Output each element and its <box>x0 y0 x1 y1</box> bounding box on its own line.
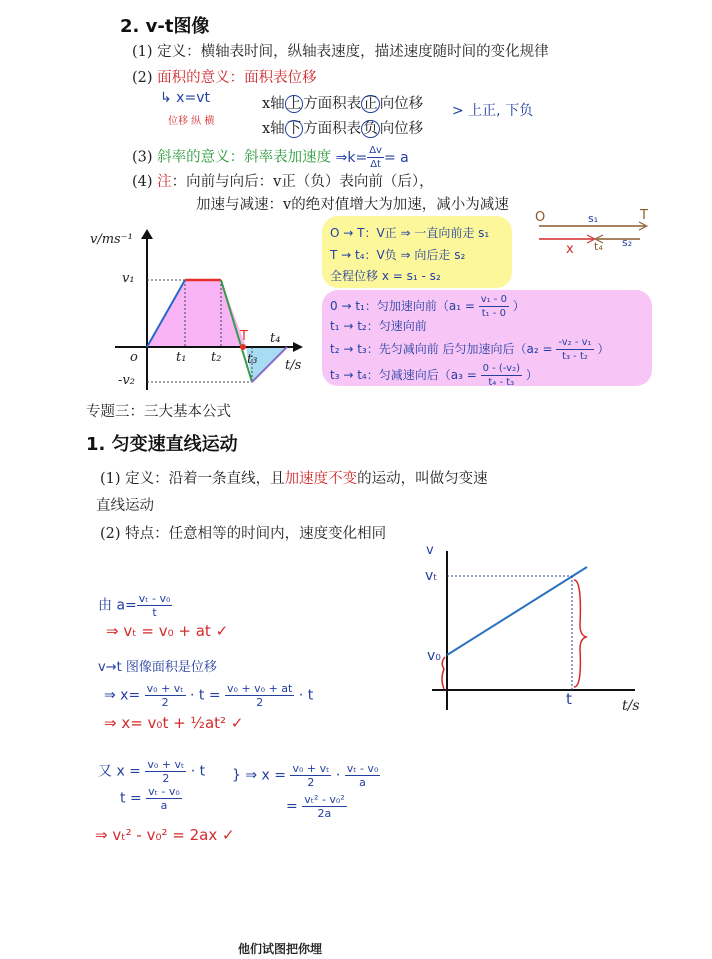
origin-label: o <box>130 350 138 365</box>
formula-line: t = $\frac{\text{vₜ - v₀}}{a}$ <box>120 785 180 812</box>
definition-line-2: 直线运动 <box>96 498 154 514</box>
v-axis-label: v <box>426 543 434 558</box>
note-line-2: 加速与减速：v的绝对值增大为加速，减小为减速 <box>196 197 509 213</box>
area-meaning <box>132 66 317 87</box>
vt-label: vₜ <box>425 568 438 584</box>
note-line: O → T：V正 ⇒ 一直向前走 s₁ <box>330 226 490 240</box>
vt-graph <box>85 225 315 390</box>
definition-line: (1) 定义：沿着一条直线，且加速度不变的运动，叫做匀变速 <box>100 471 488 487</box>
formula-line: v→t 图像面积是位移 <box>98 660 217 675</box>
formula-line: = $\frac{\text{vₜ² - v₀²}}{2a}$ <box>286 793 345 820</box>
formula-line: ⇒ vₜ² - v₀² = 2ax ✓ <box>95 826 235 844</box>
circled-down: 下 <box>286 121 302 137</box>
v0-label: v₀ <box>427 648 441 664</box>
v1-label: v₁ <box>122 271 135 286</box>
note-line: (4) 注：向前与向后：v正（负）表向前（后）， <box>132 174 434 190</box>
note-line: 0 → t₁：匀加速向前（a₁ = $\frac{\text{v₁ - 0}}{\text{t₁ - 0}}$ ） <box>330 294 525 319</box>
t3-label: t₃ <box>247 352 258 367</box>
formula-line: ⇒ vₜ = v₀ + at ✓ <box>106 622 229 640</box>
t4-label: t₄ <box>594 240 603 253</box>
note-line: 全程位移 x = s₁ - s₂ <box>330 269 441 283</box>
slope-label: 斜率的意义：斜率表加速度 <box>157 149 332 166</box>
t-axis-label: t/s <box>622 698 640 714</box>
slope-meaning: (3) 斜率的意义：斜率表加速度 ⇒k= $\frac{\Delta v}{\Delta t}$ = a <box>132 145 409 170</box>
formula-line: ⇒ x= v₀t + ½at² ✓ <box>104 714 244 732</box>
area-above-line: x轴 上 方面积表 正 向位移 <box>262 96 424 112</box>
section-title: 1. 匀变速直线运动 <box>86 434 238 455</box>
section-title: 2. v-t图像 <box>120 16 210 37</box>
T-label: T <box>240 329 248 344</box>
x-label: x <box>566 242 574 257</box>
hand-labels: 位移 纵 横 <box>168 116 215 127</box>
definition-line: (1) 定义：横轴表时间，纵轴表速度，描述速度随时间的变化规律 <box>132 44 549 60</box>
area-summary: > 上正, 下负 <box>452 103 534 119</box>
uniform-accel-graph <box>420 545 655 720</box>
x-axis-label: t/s <box>285 358 302 373</box>
t-label: t <box>566 690 572 708</box>
circled-up: 上 <box>286 96 302 112</box>
area-below-line: x轴 下 方面积表 负 向位移 <box>262 121 424 137</box>
note-line: t₃ → t₄：匀减速向后（a₃ = $\frac{\text{0 - (-v₂)}}{\text{t₄ - t₃}}$ ） <box>330 363 538 388</box>
t1-label: t₁ <box>176 350 187 365</box>
start-label: O <box>535 210 546 225</box>
hand-formula: ↳ x=vt <box>160 90 210 106</box>
area-label: 面积的意义：面积表位移 <box>157 70 317 86</box>
note-line: t₂ → t₃：先匀减向前 后匀加速向后（a₂ = $\frac{\text{-v₂ - v₁}}{\text{t₃ - t₂}}$ ） <box>330 337 610 362</box>
T-point <box>240 344 246 350</box>
topic-heading: 专题三：三大基本公式 <box>86 404 231 420</box>
item-num: (2) <box>132 70 158 86</box>
circled-positive: 正 <box>363 96 378 112</box>
note-line: t₁ → t₂：匀速向前 <box>330 319 427 333</box>
s1-label: s₁ <box>588 212 599 225</box>
formula-line: 又 x = $\frac{\text{v₀ + vₜ}}{2}$ · t <box>98 758 206 785</box>
s2-label: s₂ <box>622 236 633 249</box>
neg-v2-label: -v₂ <box>118 373 135 388</box>
feature-line: (2) 特点：任意相等的时间内，速度变化相同 <box>100 526 387 542</box>
formula-line: } ⇒ x = $\frac{\text{v₀ + vₜ}}{2}$ · $\frac{\text{vₜ - v₀}}{a}$ <box>232 762 379 789</box>
brace <box>574 580 586 687</box>
footer-caption: 他们试图把你埋 <box>238 942 323 956</box>
formula-line: ⇒ x= $\frac{\text{v₀ + vₜ}}{2}$ · t = $\frac{\text{v₀ + v₀ + at}}{2}$ · t <box>104 682 314 709</box>
y-axis-label: v/ms⁻¹ <box>90 232 133 247</box>
t2-label: t₂ <box>211 350 222 365</box>
end-label: T <box>640 208 648 223</box>
t4-label: t₄ <box>270 331 281 346</box>
note-line: T → t₄：V负 ⇒ 向后走 s₂ <box>330 248 466 262</box>
circled-negative: 负 <box>363 121 378 137</box>
velocity-line <box>447 567 587 655</box>
formula-line: 由 a= $\frac{\text{vₜ - v₀}}{t}$ <box>98 592 171 619</box>
